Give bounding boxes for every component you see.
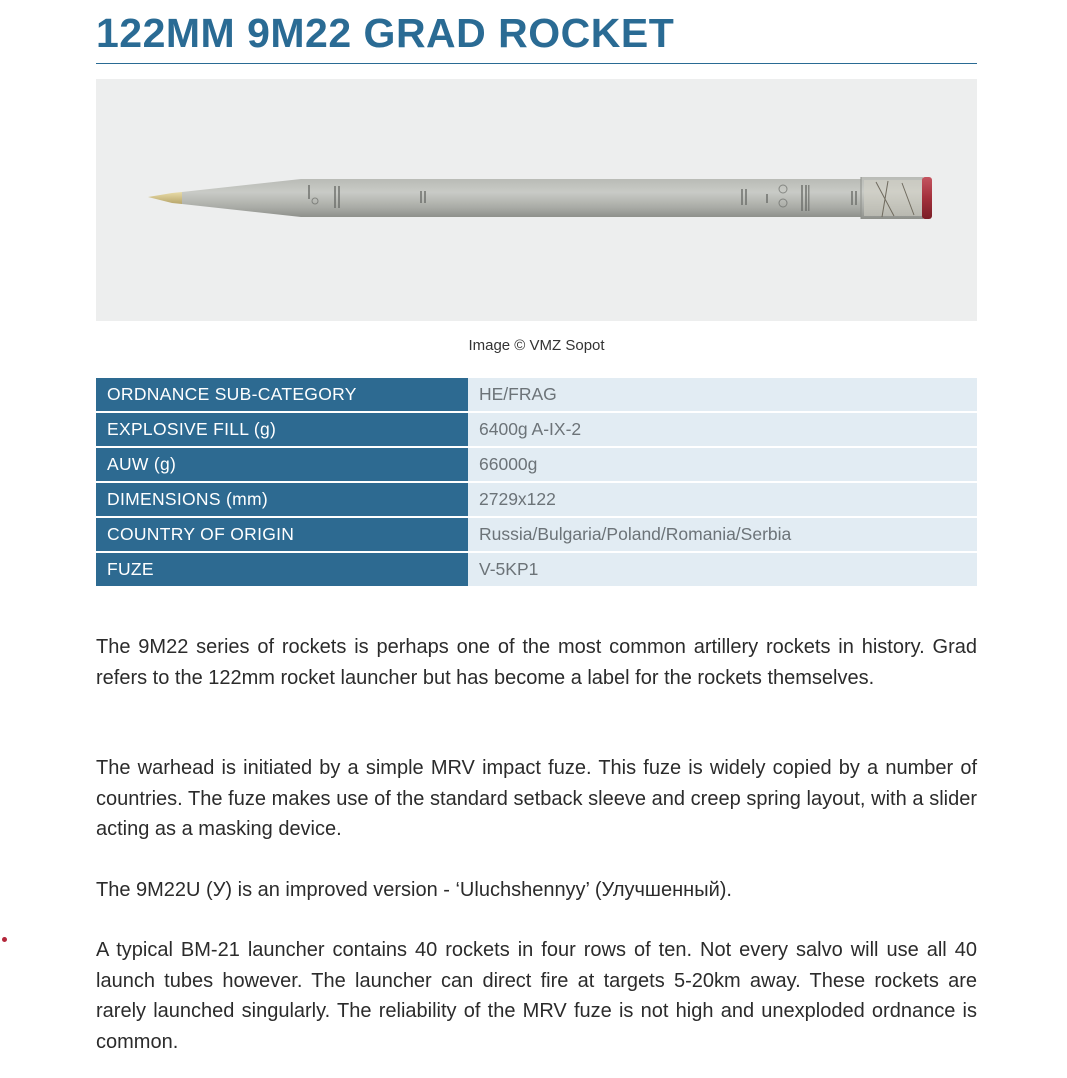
title-divider — [96, 63, 977, 64]
paragraph-intro: The 9M22 series of rockets is perhaps one of the most common artillery rockets in history. Grad refers to the 122mm rocket launcher but has become a label for the rockets themselves. — [96, 636, 977, 689]
spec-value: 2729x122 — [468, 482, 977, 517]
paragraph-launcher: A typical BM-21 launcher contains 40 rockets in four rows of ten. Not every salvo will use all 40 launch tubes however. The launcher can direct fire at targets 5-20km away. These rockets are rarely launched singularly. The reliability of the MRV fuze is not high and unexploded ordnance is common. — [96, 939, 977, 1053]
spec-key: EXPLOSIVE FILL (g) — [96, 412, 468, 447]
rocket-illustration — [96, 79, 977, 321]
table-row — [96, 517, 977, 552]
spec-key: COUNTRY OF ORIGIN — [96, 517, 468, 552]
table-row — [96, 552, 977, 587]
margin-dot — [2, 937, 7, 942]
table-row — [96, 482, 977, 517]
spec-key: DIMENSIONS (mm) — [96, 482, 468, 517]
spec-table — [96, 378, 977, 588]
spec-value: HE/FRAG — [468, 378, 977, 412]
spec-value: 6400g A-IX-2 — [468, 412, 977, 447]
table-row — [96, 378, 977, 412]
paragraph-variant: The 9M22U (У) is an improved version - ‘Uluchshennyy’ (Улучшенный). — [96, 879, 732, 901]
spec-value: Russia/Bulgaria/Poland/Romania/Serbia — [468, 517, 977, 552]
spec-key: ORDNANCE SUB-CATEGORY — [96, 378, 468, 412]
table-row — [96, 447, 977, 482]
page-title: 122MM 9M22 GRAD ROCKET — [96, 10, 675, 56]
table-row — [96, 412, 977, 447]
spec-key: AUW (g) — [96, 447, 468, 482]
paragraph-fuze: The warhead is initiated by a simple MRV impact fuze. This fuze is widely copied by a number of countries. The fuze makes use of the standard setback sleeve and creep spring layout, with a slider acting as a masking device. — [96, 757, 977, 840]
spec-key: FUZE — [96, 552, 468, 587]
spec-value: V-5KP1 — [468, 552, 977, 587]
spec-value: 66000g — [468, 447, 977, 482]
image-caption: Image © VMZ Sopot — [468, 337, 605, 354]
rocket-image — [96, 79, 977, 321]
